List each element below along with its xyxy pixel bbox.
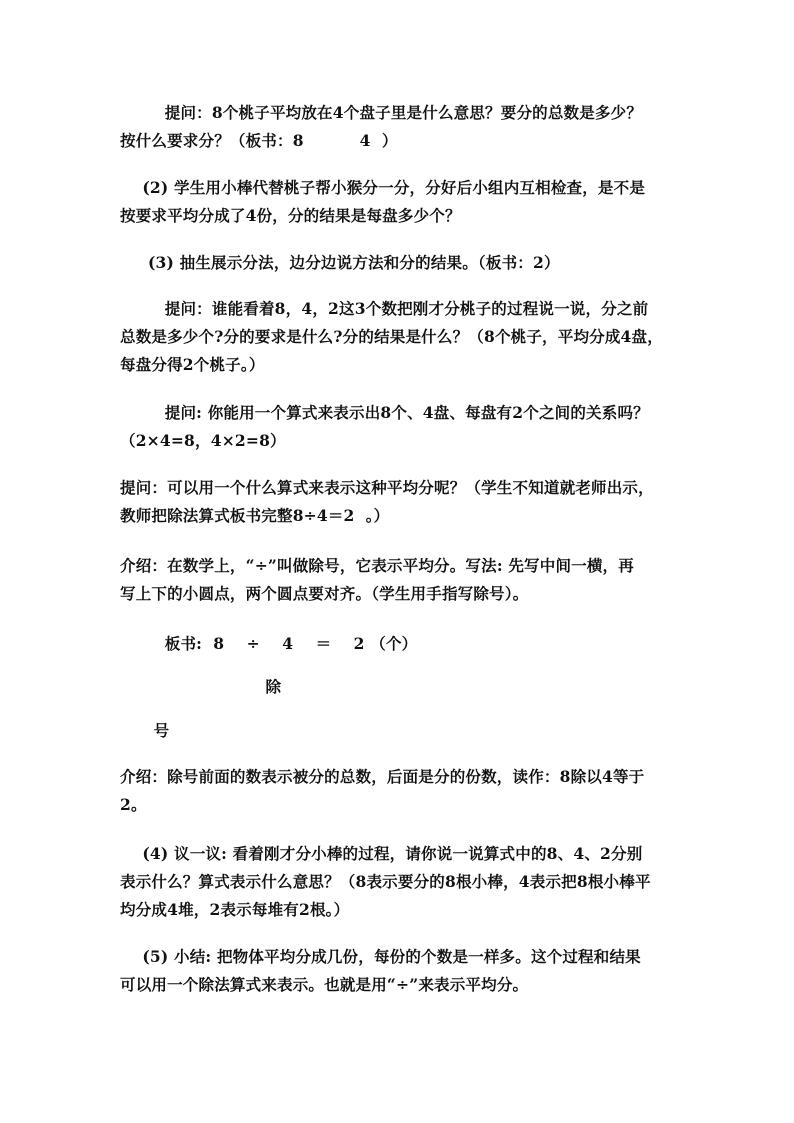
text-line: 均分成4堆，2表示每堆有2根。） bbox=[120, 900, 350, 919]
paragraph-intro-division-sign bbox=[120, 552, 680, 608]
text-line: 写上下的小圆点，两个圆点要对齐。（学生用手指写除号）。 bbox=[120, 584, 529, 603]
text-line: 提问：可以用一个什么算式来表示这种平均分呢？（学生不知道就老师出示， bbox=[120, 478, 654, 497]
paragraph-board-formula bbox=[120, 630, 680, 658]
paragraph-step-2-sticks bbox=[120, 174, 680, 230]
text-line: (2) 学生用小棒代替桃子帮小猴分一分，分好后小组内互相检查，是不是 bbox=[120, 178, 646, 197]
text-line: 提问: 你能用一个算式来表示出8个、4盘、每盘有2个之间的关系吗？ bbox=[120, 403, 649, 422]
text-line: 介绍：在数学上，“÷”叫做除号，它表示平均分。写法: 先写中间一横，再 bbox=[120, 556, 634, 575]
paragraph-question-multiplication bbox=[120, 399, 680, 455]
text-line: 介绍：除号前面的数表示被分的总数，后面是分的份数，读作：8除以4等于 bbox=[120, 767, 645, 786]
text-line: 除 bbox=[120, 677, 282, 696]
paragraph-question-division-formula bbox=[120, 474, 680, 530]
paragraph-question-peach-meaning bbox=[120, 99, 680, 155]
paragraph-board-label-hao bbox=[120, 717, 680, 745]
paragraph-board-label-chu bbox=[120, 673, 680, 701]
paragraph-step-5-summary bbox=[120, 943, 680, 999]
text-line: 表示什么？算式表示什么意思？（8表示要分的8根小棒，4表示把8根小棒平 bbox=[120, 872, 651, 891]
paragraph-intro-dividend bbox=[120, 763, 680, 819]
text-line: (5) 小结: 把物体平均分成几份，每份的个数是一样多。这个过程和结果 bbox=[120, 947, 641, 966]
paragraph-question-three-numbers bbox=[120, 295, 680, 379]
text-line: 号 bbox=[120, 721, 170, 740]
text-line: 总数是多少个?分的要求是什么?分的结果是什么？（8个桃子，平均分成4盘， bbox=[120, 327, 663, 346]
text-line: 2。 bbox=[120, 795, 147, 814]
paragraph-step-3-show bbox=[120, 249, 680, 277]
text-line: 提问：8个桃子平均放在4个盘子里是什么意思？要分的总数是多少？ bbox=[120, 103, 643, 122]
text-line: 提问：谁能看着8，4，2这3个数把刚才分桃子的过程说一说，分之前 bbox=[120, 299, 649, 318]
paragraph-step-4-discuss bbox=[120, 840, 680, 924]
text-line: 按什么要求分？（板书：8 4 ） bbox=[120, 131, 398, 150]
text-line: 可以用一个除法算式来表示。也就是用“÷”来表示平均分。 bbox=[120, 975, 529, 994]
text-line: 每盘分得2个桃子。） bbox=[120, 355, 265, 374]
text-line: 板书: 8 ÷ 4 ＝ 2 （个） bbox=[120, 634, 418, 653]
text-line: （2×4=8，4×2=8） bbox=[120, 431, 286, 450]
text-line: 教师把除法算式板书完整8÷4＝2 。） bbox=[120, 506, 390, 525]
text-line: 按要求平均分成了4份，分的结果是每盘多少个？ bbox=[120, 206, 461, 225]
text-line: (3) 抽生展示分法，边分边说方法和分的结果。（板书：2） bbox=[120, 253, 560, 272]
text-line: (4) 议一议: 看着刚才分小棒的过程，请你说一说算式中的8、4、2分别 bbox=[120, 844, 643, 863]
